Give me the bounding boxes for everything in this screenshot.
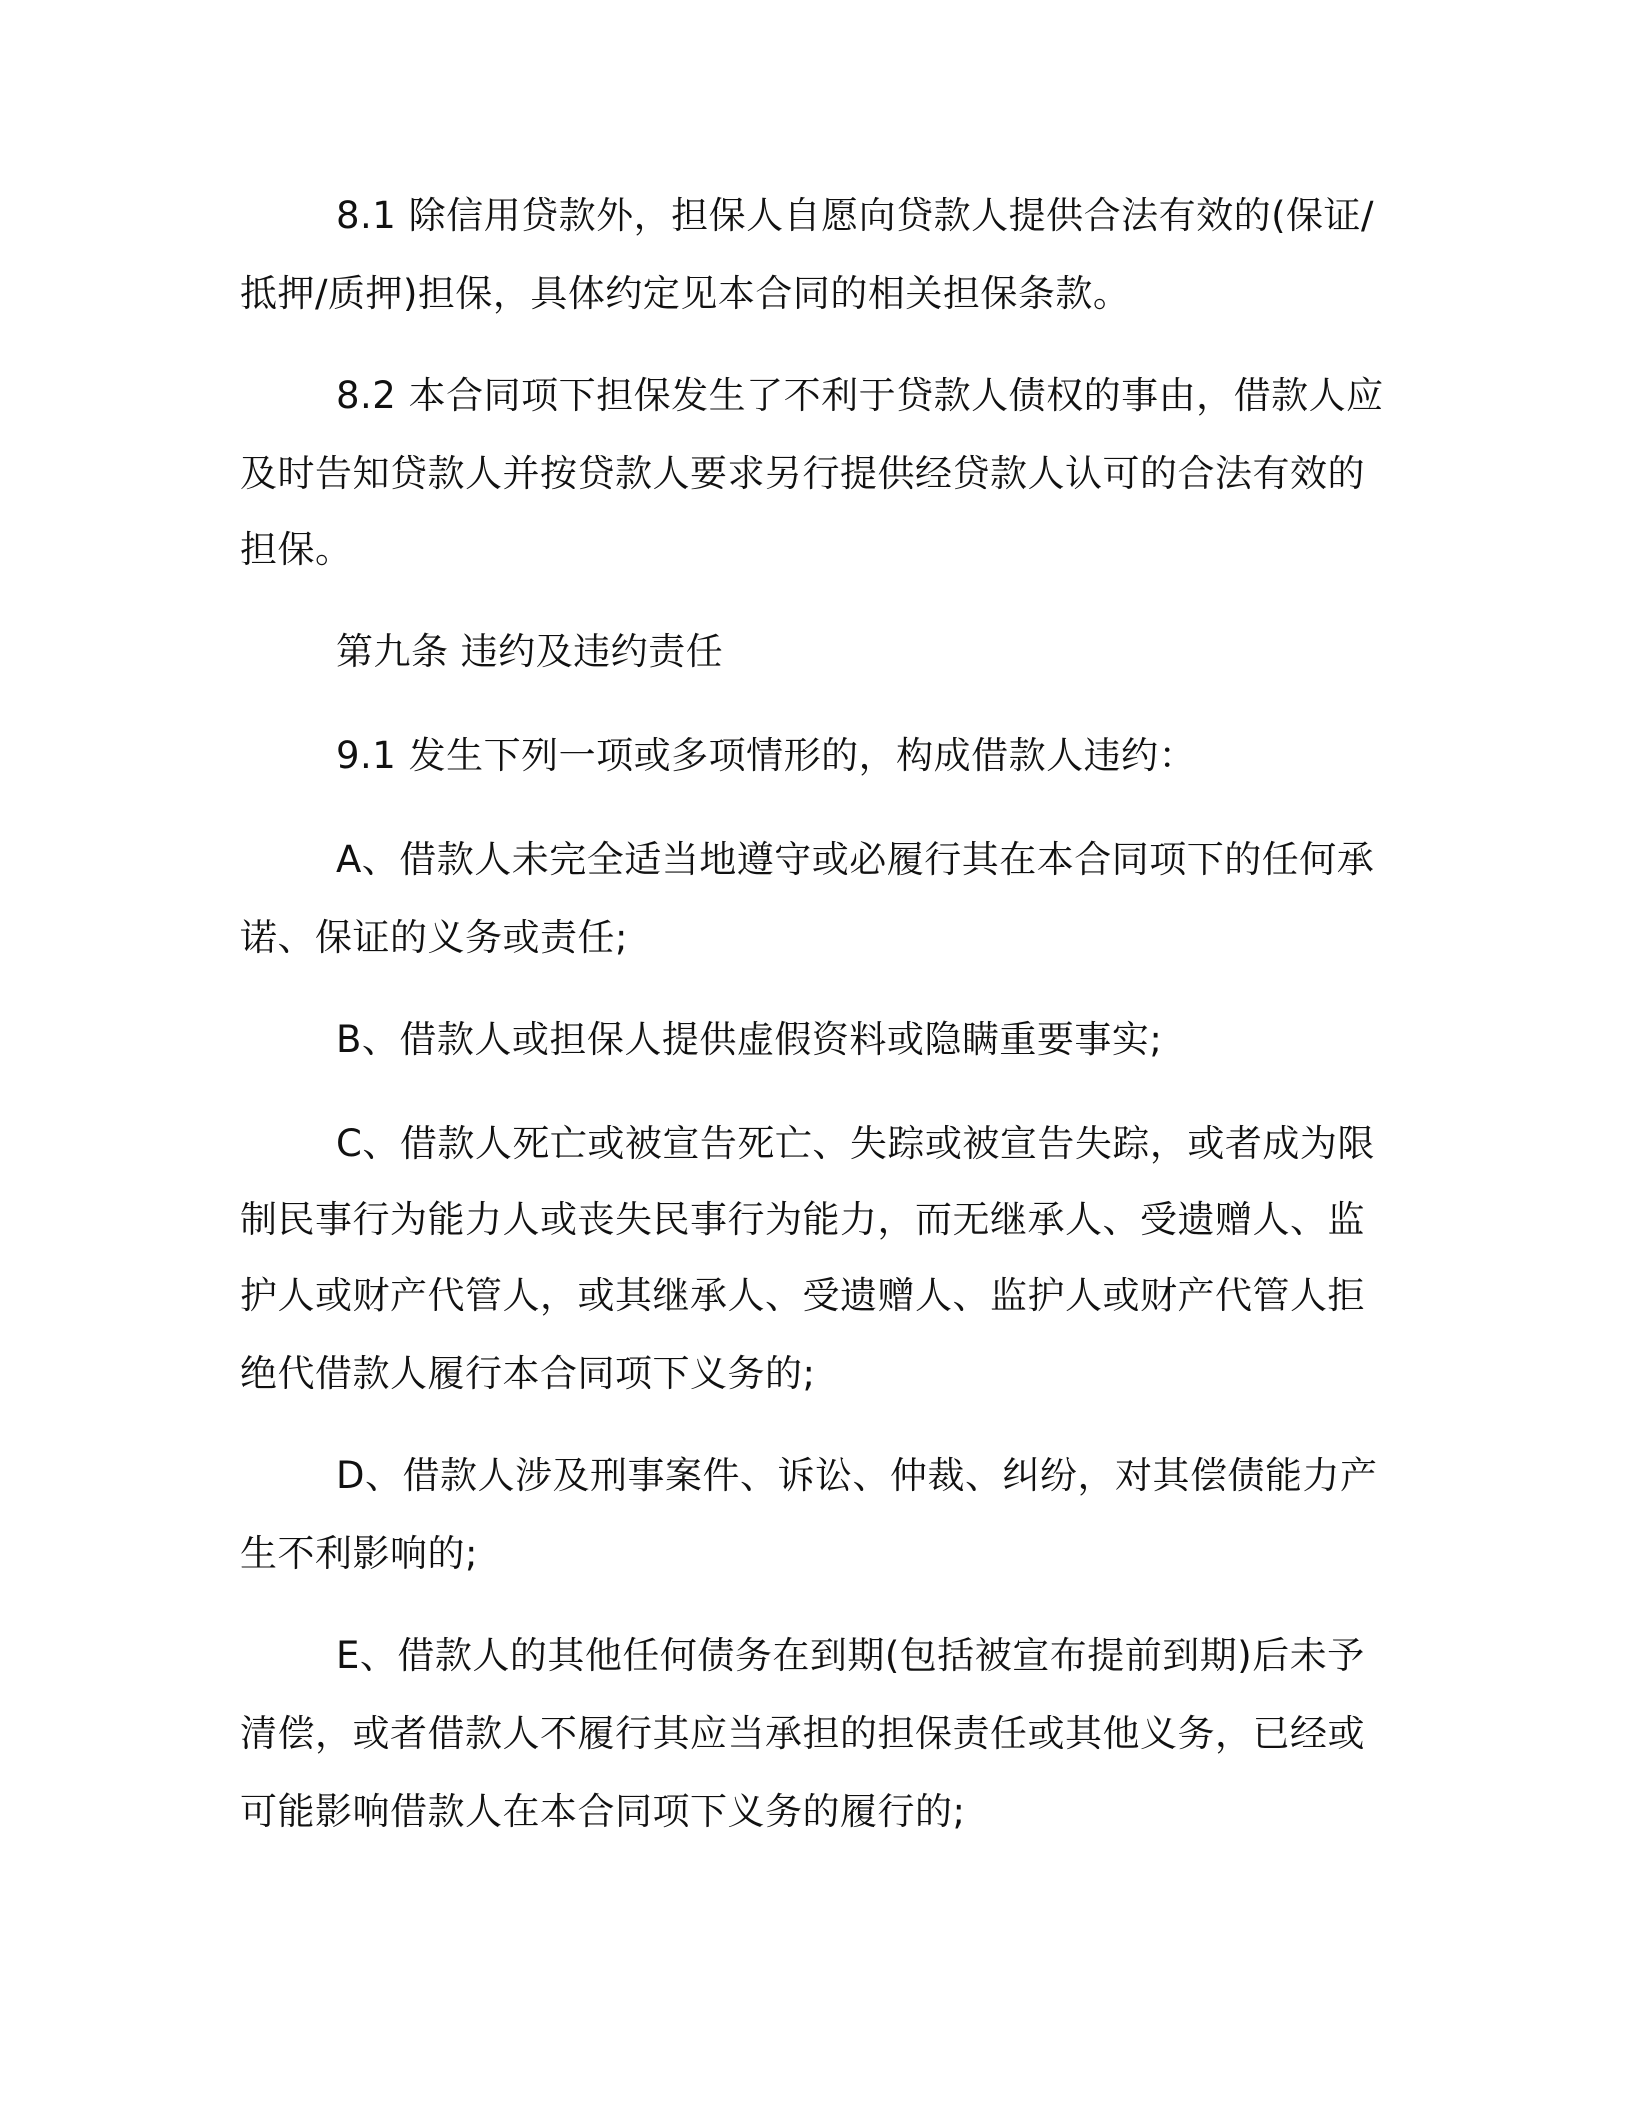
article-9-heading: 第九条 违约及违约责任	[336, 630, 724, 673]
item-d-line-2: 生不利影响的;	[240, 1532, 478, 1575]
item-a-line-2: 诺、保证的义务或责任;	[240, 916, 628, 959]
item-e-line-2: 清偿，或者借款人不履行其应当承担的担保责任或其他义务，已经或	[240, 1712, 1365, 1755]
item-c-line-1: C、借款人死亡或被宣告死亡、失踪或被宣告失踪，或者成为限	[336, 1122, 1375, 1165]
item-c-line-3: 护人或财产代管人，或其继承人、受遗赠人、监护人或财产代管人拒	[240, 1274, 1365, 1317]
clause-9-1-line-1: 9.1 发生下列一项或多项情形的，构成借款人违约：	[336, 734, 1197, 777]
item-d-line-1: D、借款人涉及刑事案件、诉讼、仲裁、纠纷，对其偿债能力产	[336, 1454, 1378, 1497]
clause-8-2-line-2: 及时告知贷款人并按贷款人要求另行提供经贷款人认可的合法有效的	[240, 452, 1365, 495]
item-e-line-3: 可能影响借款人在本合同项下义务的履行的;	[240, 1790, 966, 1833]
item-c-line-4: 绝代借款人履行本合同项下义务的;	[240, 1352, 816, 1395]
clause-8-2-line-1: 8.2 本合同项下担保发生了不利于贷款人债权的事由，借款人应	[336, 374, 1384, 417]
item-b-line-1: B、借款人或担保人提供虚假资料或隐瞒重要事实;	[336, 1018, 1163, 1061]
clause-8-1-line-1: 8.1 除信用贷款外，担保人自愿向贷款人提供合法有效的(保证/	[336, 194, 1375, 237]
item-e-line-1: E、借款人的其他任何债务在到期(包括被宣布提前到期)后未予	[336, 1634, 1365, 1677]
item-c-line-2: 制民事行为能力人或丧失民事行为能力，而无继承人、受遗赠人、监	[240, 1198, 1365, 1241]
item-a-line-1: A、借款人未完全适当地遵守或必履行其在本合同项下的任何承	[336, 838, 1375, 881]
clause-8-1-line-2: 抵押/质押)担保，具体约定见本合同的相关担保条款。	[240, 272, 1131, 315]
clause-8-2-line-3: 担保。	[240, 528, 353, 571]
